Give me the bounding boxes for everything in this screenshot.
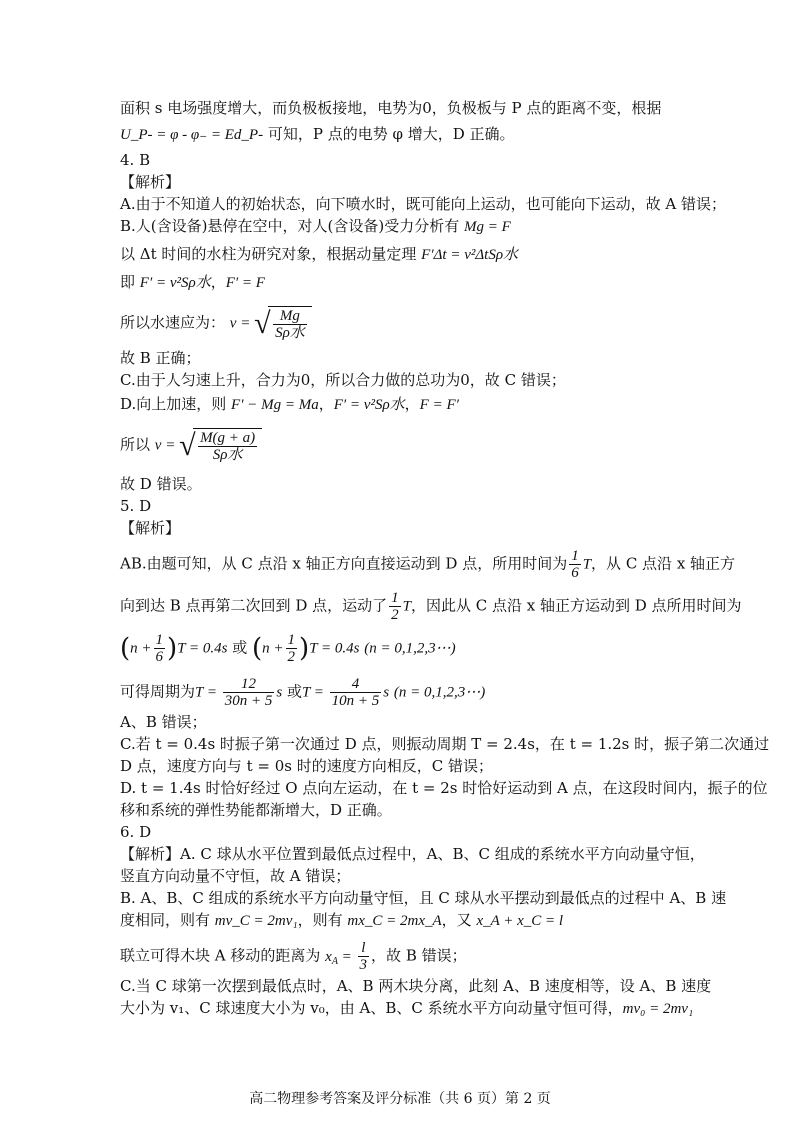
- sqrt-formula: √ $\frac{Mg}{\text{Sρ水}}$: [254, 306, 312, 341]
- analysis-tag: 【解析】: [120, 519, 181, 537]
- text-line: 故 B 正确；: [120, 349, 201, 367]
- formula-d3: F = F′: [419, 397, 459, 413]
- text-line: [120, 124, 515, 145]
- question-number: 6. D: [120, 823, 152, 841]
- text-run: D.向上加速，则: [120, 395, 232, 413]
- sqrt-formula: √ $\frac{M(g + a)}{\text{Sρ水}}$: [179, 428, 262, 463]
- text-run: 以 Δt 时间的水柱为研究对象，根据动量定理: [120, 245, 422, 263]
- text-line: C.当 C 球第一次摆到最低点时，A、B 两木块分离，此刻 A、B 速度相等，设 A、B 速度: [120, 977, 712, 995]
- text-run: ，因此从 C 点沿 x 轴正方运动到 D 点所用时间为: [410, 596, 742, 615]
- formula-fprime: F′ = v²Sρ水: [139, 275, 211, 291]
- analysis-tag: 【解析】: [120, 173, 181, 191]
- text-run: 所以水速应为：: [120, 313, 226, 332]
- text-line: 度相同，则有 mv_C = 2mv₁，则有 mx_C = 2mx_A，又 x_A + x_C = l: [120, 911, 564, 929]
- question-number: 4. B: [120, 151, 151, 169]
- text-line: 即 F′ = v²Sρ水，F′ = F: [120, 273, 265, 291]
- text-line: A.由于不知道人的初始状态，向下喷水时，既可能向上运动，也可能向下运动，故 A 错误；: [120, 195, 726, 213]
- text-line: [120, 244, 518, 265]
- text-line: AB.由题可知，从 C 点沿 x 轴正方向直接运动到 D 点，所用时间为 $\frac{1}{6}$ T，从 C 点沿 x 轴正方: [120, 548, 736, 581]
- text-line: 联立可得木块 A 移动的距离为 $x_A$ = $\frac{l}{3}$ ，故 B 错误；: [120, 940, 467, 973]
- formula-d1: F′ − Mg = Ma: [231, 397, 319, 413]
- text-line: C.若 t = 0.4s 时振子第一次通过 D 点，则振动周期 T = 2.4s，在 t = 1.2s 时，振子第二次通过: [120, 735, 770, 753]
- text-line: D. t = 1.4s 时恰好经过 O 点向左运动，在 t = 2s 时恰好运动到 A 点，在这段时间内，振子的位: [120, 779, 768, 797]
- text-line: 大小为 v₁、C 球速度大小为 v₀，由 A、B、C 系统水平方向动量守恒可得，mv₀ = 2mv₁: [120, 999, 694, 1017]
- formula-final: mv₀ = 2mv₁: [622, 1001, 694, 1017]
- text-run: 所以: [120, 435, 155, 454]
- text-line: 故 D 错误。: [120, 475, 202, 493]
- text-run: 可知，P 点的电势 φ 增大，D 正确。: [263, 125, 515, 143]
- text-line: 移和系统的弹性势能都渐增大，D 正确。: [120, 801, 392, 819]
- formula-impulse: F′Δt = v²ΔtSρ水: [421, 247, 519, 263]
- formula-feq: F′ = F: [225, 275, 265, 291]
- text-line: C.由于人匀速上升，合力为0，所以合力做的总功为0，故 C 错误；: [120, 371, 566, 389]
- formula-mg: Mg = F: [463, 219, 511, 235]
- text-line: 竖直方向动量不守恒，故 A 错误；: [120, 867, 351, 885]
- formula-line: (n + $\frac{1}{6}$ )T = 0.4s 或 (n + $\frac{1}{2}$ )T = 0.4s (n = 0,1,2,3⋯): [120, 632, 456, 665]
- formula-line: 可得周期为T = $\frac{12}{30n + 5}$ s 或T = $\frac{4}{10n + 5}$ s (n = 0,1,2,3⋯): [120, 676, 486, 709]
- text-line: 【解析】A. C 球从水平位置到最低点过程中，A、B、C 组成的系统水平方向动量守恒，: [120, 845, 705, 863]
- text-line: B. A、B、C 组成的系统水平方向动量守恒，且 C 球从水平摆动到最低点的过程中 A、B 速: [120, 889, 727, 907]
- text-line: 所以 v = √ $\frac{M(g + a)}{\text{Sρ水}}$: [120, 428, 262, 463]
- text-line: D.向上加速，则 F′ − Mg = Ma，F′ = v²Sρ水，F = F′: [120, 395, 459, 413]
- text-run: B.人(含设备)悬停在空中，对人(含设备)受力分析有: [120, 217, 464, 235]
- text-line: D 点，速度方向与 t = 0s 时的速度方向相反，C 错误；: [120, 757, 493, 775]
- formula-u: U_P- = φ - φ₋ = Ed_P-: [120, 127, 264, 143]
- text-line: A、B 错误；: [120, 713, 207, 731]
- text-line: [120, 216, 511, 237]
- text-line: [120, 98, 661, 118]
- text-run: 面积 s 电场强度增大，而负极板接地，电势为0，负极板与 P 点的距离不变，根据: [120, 99, 662, 117]
- question-number: 5. D: [120, 497, 152, 515]
- text-run: 即: [120, 273, 140, 291]
- formula-d2: F′ = v²Sρ水: [333, 397, 405, 413]
- page-footer: 高二物理参考答案及评分标准（共 6 页）第 2 页: [249, 1091, 551, 1107]
- text-line: 向到达 B 点再第二次回到 D 点，运动了 $\frac{1}{2}$ T，因此从 C 点沿 x 轴正方运动到 D 点所用时间为: [120, 590, 742, 623]
- text-run: 向到达 B 点再第二次回到 D 点，运动了: [120, 596, 388, 615]
- text-line: 所以水速应为： v = √ $\frac{Mg}{\text{Sρ水}}$: [120, 306, 312, 341]
- text-run: AB.由题可知，从 C 点沿 x 轴正方向直接运动到 D 点，所用时间为: [120, 554, 568, 573]
- text-run: ，从 C 点沿 x 轴正方: [591, 554, 736, 573]
